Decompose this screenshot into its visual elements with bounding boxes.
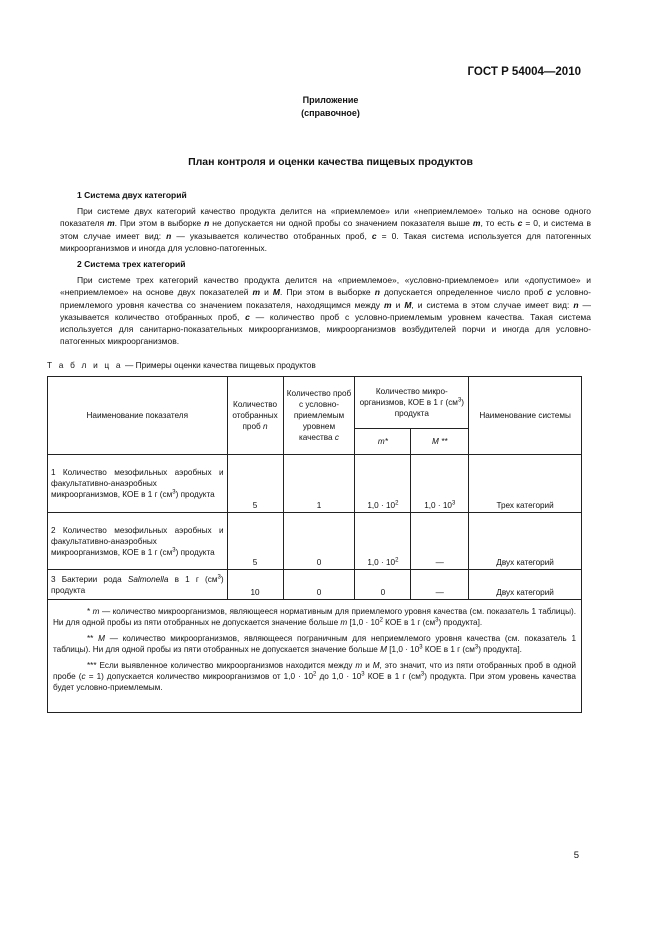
table-row — [48, 455, 582, 513]
row-3-n: 10 — [227, 570, 283, 600]
row-1-c: 1 — [283, 455, 355, 513]
row-3-name: 3 Бактерии рода Salmonella в 1 г $(см^3)$ продукта — [48, 570, 228, 600]
row-2-m: $1,0 \cdot 10^2$ — [355, 513, 411, 570]
row-1-system: Трех категорий — [469, 455, 582, 513]
row-3-m: 0 — [355, 570, 411, 600]
row-2-c: 0 — [283, 513, 355, 570]
section-2-text: При системе трех категорий качество продукта делится на «приемлемое», «условно-приемлемое» или «допустимое» и «неприемлемое» на основе двух показателей m и M. При этом в выборке n допускается определенное число проб c условно-приемлемого уровня качества со значением показателя, находящимся между m и M, и система в этом случае имеет вид: n — указывается количество отобранных проб, c — количество проб с условно-приемлемым уровнем качества. Такая система используется для санитарно-показательных микроорганизмов, микроорганизмов возбудителей порчи и иногда для условно-патогенных микроорганизмов. — [60, 275, 591, 347]
note-1: * m — количество микроорганизмов, являющееся нормативным для приемлемого уровня качества (см. показатель 1 таблицы). Ни для одной пробы из пяти отобранных не допускается значение больше m [$1,0 \cdot 10^2$ КОЕ в 1 г $(см^3)$ продукта]. — [53, 607, 576, 628]
row-3-system: Двух категорий — [469, 570, 582, 600]
table-notes — [48, 600, 582, 713]
header-microorganism-count: Количество микро-организмов, КОЕ в 1 г $(см^3)$ продукта — [355, 377, 469, 429]
table-notes-row — [48, 600, 582, 713]
row-3-c: 0 — [283, 570, 355, 600]
standard-number: ГОСТ Р 54004—2010 — [467, 66, 581, 78]
row-1-m: $1,0 \cdot 10^2$ — [355, 455, 411, 513]
section-1-text: При системе двух категорий качество продукта делится на «приемлемое» или «неприемлемое» только на основе одного показателя m. При этом в выборке n не допускается ни одной пробы со значением показателя выше m, то есть c = 0, и система в этом случае имеет вид: n — указывается количество отобранных проб, c = 0. Такая система используется для патогенных микроорганизмов и иногда для условно-патогенных. — [60, 206, 591, 253]
row-3-M: — — [411, 570, 469, 600]
header-samples-count: Количество отобранных проб n — [227, 377, 283, 455]
table-row — [48, 513, 582, 570]
appendix-type: (справочное) — [301, 108, 360, 118]
row-2-M: — — [411, 513, 469, 570]
table-caption: Т а б л и ц а — Примеры оценки качества пищевых продуктов — [47, 360, 316, 370]
row-1-M: $1,0 \cdot 10^3$ — [411, 455, 469, 513]
header-system-name: Наименование системы — [469, 377, 582, 455]
table-row — [48, 570, 582, 600]
section-2-heading: 2 Система трех категорий — [77, 259, 186, 269]
section-1-heading: 1 Система двух категорий — [77, 190, 187, 200]
row-1-name: 1 Количество мезофильных аэробных и факультативно-анаэробных микроорганизмов, КОЕ в 1 г $(см^3)$ продукта — [48, 455, 228, 513]
header-indicator-name: Наименование показателя — [48, 377, 228, 455]
note-2: ** M — количество микроорганизмов, являющееся пограничным для неприемлемого уровня качества (см. показатель 1 таблицы). Ни для одной пробы из пяти отобранных не допускается значение больше M [$1,0 \cdot 10^3$ КОЕ в 1 г $(см^3)$ продукта]. — [53, 633, 576, 655]
header-conditional-samples: Количество проб с условно-приемлемым уровнем качества c — [283, 377, 355, 455]
row-1-n: 5 — [227, 455, 283, 513]
examples-table — [47, 376, 582, 713]
row-2-name: 2 Количество мезофильных аэробных и факультативно-анаэробных микроорганизмов, КОЕ в 1 г $(см^3)$ продукта — [48, 513, 228, 570]
note-3: *** Если выявленное количество микроорганизмов находится между m и M, это значит, что из пяти отобранных проб в одной пробе (c = 1) допускается количество микроорганизмов от $1,0 \cdot 10^2$ до $1,0 \cdot 10^3$ КОЕ в 1 г $(см^3)$ продукта. При этом уровень качества будет условно-приемлемым. — [53, 660, 576, 693]
header-M: M ** — [411, 429, 469, 455]
row-2-n: 5 — [227, 513, 283, 570]
appendix-label: Приложение — [302, 95, 359, 105]
page-number: 5 — [573, 850, 579, 861]
document-title: План контроля и оценки качества пищевых продуктов — [188, 156, 473, 168]
row-2-system: Двух категорий — [469, 513, 582, 570]
header-m: m* — [355, 429, 411, 455]
